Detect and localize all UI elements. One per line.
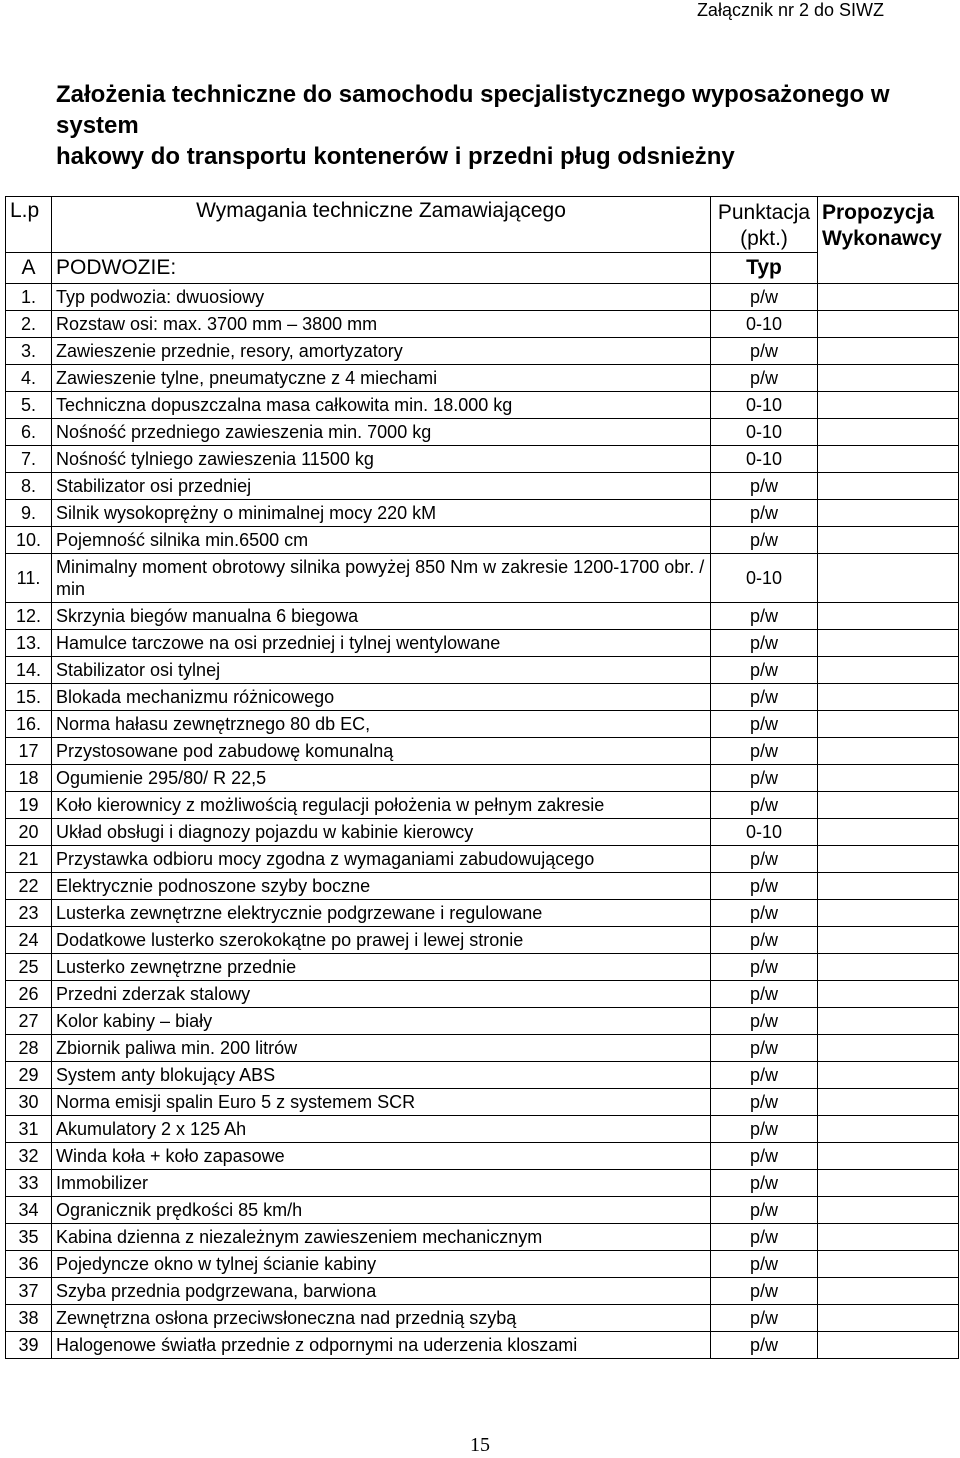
table-row bbox=[6, 1197, 959, 1224]
row-requirement: Skrzynia biegów manualna 6 biegowa bbox=[52, 603, 711, 630]
row-proposal-cell bbox=[818, 738, 959, 765]
row-requirement: Dodatkowe lusterko szerokokątne po prawej i lewej stronie bbox=[52, 927, 711, 954]
page-number: 15 bbox=[470, 1434, 490, 1456]
row-points: p/w bbox=[711, 954, 818, 981]
row-lp: 19 bbox=[6, 792, 52, 819]
table-row bbox=[6, 603, 959, 630]
row-proposal-cell bbox=[818, 338, 959, 365]
row-points: p/w bbox=[711, 527, 818, 554]
header-proposal: Propozycja Wykonawcy bbox=[818, 197, 959, 253]
row-requirement: Kabina dzienna z niezależnym zawieszeniem mechanicznym bbox=[52, 1224, 711, 1251]
table-row bbox=[6, 284, 959, 311]
row-requirement: Rozstaw osi: max. 3700 mm – 3800 mm bbox=[52, 311, 711, 338]
row-points: p/w bbox=[711, 1197, 818, 1224]
table-row bbox=[6, 846, 959, 873]
table-row bbox=[6, 765, 959, 792]
row-points: p/w bbox=[711, 603, 818, 630]
row-proposal-cell bbox=[818, 927, 959, 954]
table-row bbox=[6, 446, 959, 473]
section-points: Typ bbox=[711, 253, 818, 284]
row-points: p/w bbox=[711, 873, 818, 900]
row-lp: 17 bbox=[6, 738, 52, 765]
row-proposal-cell bbox=[818, 630, 959, 657]
table-row bbox=[6, 1224, 959, 1251]
table-row bbox=[6, 419, 959, 446]
row-points: 0-10 bbox=[711, 446, 818, 473]
row-requirement: Zawieszenie tylne, pneumatyczne z 4 miechami bbox=[52, 365, 711, 392]
row-lp: 38 bbox=[6, 1305, 52, 1332]
row-lp: 12. bbox=[6, 603, 52, 630]
row-lp: 18 bbox=[6, 765, 52, 792]
requirements-table bbox=[5, 196, 959, 1359]
table-row bbox=[6, 1305, 959, 1332]
row-points: p/w bbox=[711, 1089, 818, 1116]
row-proposal-cell bbox=[818, 954, 959, 981]
row-proposal-cell bbox=[818, 392, 959, 419]
row-points: p/w bbox=[711, 927, 818, 954]
row-proposal-cell bbox=[818, 554, 959, 603]
row-proposal-cell bbox=[818, 846, 959, 873]
row-requirement: Winda koła + koło zapasowe bbox=[52, 1143, 711, 1170]
row-requirement: Szyba przednia podgrzewana, barwiona bbox=[52, 1278, 711, 1305]
table-row bbox=[6, 873, 959, 900]
row-proposal-cell bbox=[818, 981, 959, 1008]
title-line-1: Założenia techniczne do samochodu specjalistycznego wyposażonego w system bbox=[56, 81, 890, 139]
row-lp: 29 bbox=[6, 1062, 52, 1089]
table-row bbox=[6, 1170, 959, 1197]
row-lp: 37 bbox=[6, 1278, 52, 1305]
row-lp: 14. bbox=[6, 657, 52, 684]
row-requirement: Lusterko zewnętrzne przednie bbox=[52, 954, 711, 981]
row-proposal-cell bbox=[818, 1035, 959, 1062]
table-row bbox=[6, 900, 959, 927]
row-points: p/w bbox=[711, 1305, 818, 1332]
table-row bbox=[6, 1062, 959, 1089]
row-requirement: Pojemność silnika min.6500 cm bbox=[52, 527, 711, 554]
table-row bbox=[6, 338, 959, 365]
row-proposal-cell bbox=[818, 792, 959, 819]
row-requirement: Norma hałasu zewnętrznego 80 db EC, bbox=[52, 711, 711, 738]
row-points: 0-10 bbox=[711, 819, 818, 846]
row-proposal-cell bbox=[818, 900, 959, 927]
table-row bbox=[6, 1008, 959, 1035]
section-label: PODWOZIE: bbox=[52, 253, 711, 284]
row-proposal-cell bbox=[818, 1197, 959, 1224]
table-row bbox=[6, 819, 959, 846]
row-requirement: Immobilizer bbox=[52, 1170, 711, 1197]
table-row bbox=[6, 1278, 959, 1305]
row-proposal-cell bbox=[818, 657, 959, 684]
row-requirement: Hamulce tarczowe na osi przedniej i tylnej wentylowane bbox=[52, 630, 711, 657]
row-points: p/w bbox=[711, 738, 818, 765]
row-lp: 25 bbox=[6, 954, 52, 981]
row-requirement: Stabilizator osi przedniej bbox=[52, 473, 711, 500]
row-points: p/w bbox=[711, 1278, 818, 1305]
row-requirement: Silnik wysokoprężny o minimalnej mocy 220 kM bbox=[52, 500, 711, 527]
row-points: p/w bbox=[711, 981, 818, 1008]
row-requirement: Nośność przedniego zawieszenia min. 7000 kg bbox=[52, 419, 711, 446]
table-row bbox=[6, 527, 959, 554]
row-points: p/w bbox=[711, 765, 818, 792]
row-lp: 24 bbox=[6, 927, 52, 954]
row-requirement: Zawieszenie przednie, resory, amortyzatory bbox=[52, 338, 711, 365]
table-row bbox=[6, 392, 959, 419]
row-proposal-cell bbox=[818, 1332, 959, 1359]
row-points: p/w bbox=[711, 1143, 818, 1170]
row-requirement: System anty blokujący ABS bbox=[52, 1062, 711, 1089]
row-proposal-cell bbox=[818, 1170, 959, 1197]
row-requirement: Techniczna dopuszczalna masa całkowita min. 18.000 kg bbox=[52, 392, 711, 419]
table-row bbox=[6, 1143, 959, 1170]
section-proposal-cell bbox=[818, 253, 959, 284]
row-proposal-cell bbox=[818, 684, 959, 711]
row-points: p/w bbox=[711, 1332, 818, 1359]
row-proposal-cell bbox=[818, 711, 959, 738]
table-row bbox=[6, 1251, 959, 1278]
section-row bbox=[6, 253, 959, 284]
row-points: p/w bbox=[711, 284, 818, 311]
row-points: p/w bbox=[711, 473, 818, 500]
row-lp: 26 bbox=[6, 981, 52, 1008]
header-points: Punktacja (pkt.) bbox=[711, 197, 818, 253]
row-lp: 5. bbox=[6, 392, 52, 419]
table-row bbox=[6, 554, 959, 603]
row-requirement: Koło kierownicy z możliwością regulacji położenia w pełnym zakresie bbox=[52, 792, 711, 819]
row-lp: 11. bbox=[6, 554, 52, 603]
row-proposal-cell bbox=[818, 419, 959, 446]
table-row bbox=[6, 630, 959, 657]
row-points: p/w bbox=[711, 1035, 818, 1062]
row-points: p/w bbox=[711, 684, 818, 711]
row-proposal-cell bbox=[818, 1116, 959, 1143]
row-lp: 7. bbox=[6, 446, 52, 473]
row-points: p/w bbox=[711, 500, 818, 527]
row-lp: 1. bbox=[6, 284, 52, 311]
annex-label: Załącznik nr 2 do SIWZ bbox=[696, 0, 884, 20]
row-points: 0-10 bbox=[711, 419, 818, 446]
row-proposal-cell bbox=[818, 1008, 959, 1035]
row-proposal-cell bbox=[818, 284, 959, 311]
row-lp: 15. bbox=[6, 684, 52, 711]
row-requirement: Zewnętrzna osłona przeciwsłoneczna nad przednią szybą bbox=[52, 1305, 711, 1332]
row-requirement: Nośność tylniego zawieszenia 11500 kg bbox=[52, 446, 711, 473]
row-lp: 35 bbox=[6, 1224, 52, 1251]
table-row bbox=[6, 1035, 959, 1062]
row-requirement: Blokada mechanizmu różnicowego bbox=[52, 684, 711, 711]
row-lp: 36 bbox=[6, 1251, 52, 1278]
table-row bbox=[6, 1332, 959, 1359]
row-requirement: Minimalny moment obrotowy silnika powyżej 850 Nm w zakresie 1200-1700 obr. / min bbox=[52, 554, 711, 603]
table-row bbox=[6, 1116, 959, 1143]
row-lp: 3. bbox=[6, 338, 52, 365]
row-points: p/w bbox=[711, 657, 818, 684]
row-lp: 13. bbox=[6, 630, 52, 657]
row-proposal-cell bbox=[818, 311, 959, 338]
row-points: p/w bbox=[711, 1251, 818, 1278]
row-requirement: Przedni zderzak stalowy bbox=[52, 981, 711, 1008]
row-points: p/w bbox=[711, 365, 818, 392]
row-proposal-cell bbox=[818, 1305, 959, 1332]
row-proposal-cell bbox=[818, 1251, 959, 1278]
row-proposal-cell bbox=[818, 1062, 959, 1089]
header-lp: L.p bbox=[6, 197, 52, 253]
table-row bbox=[6, 927, 959, 954]
row-requirement: Pojedyncze okno w tylnej ścianie kabiny bbox=[52, 1251, 711, 1278]
table-row bbox=[6, 711, 959, 738]
row-requirement: Układ obsługi i diagnozy pojazdu w kabinie kierowcy bbox=[52, 819, 711, 846]
row-lp: 10. bbox=[6, 527, 52, 554]
row-points: p/w bbox=[711, 1116, 818, 1143]
row-proposal-cell bbox=[818, 446, 959, 473]
table-row bbox=[6, 954, 959, 981]
row-lp: 22 bbox=[6, 873, 52, 900]
row-points: p/w bbox=[711, 900, 818, 927]
row-points: p/w bbox=[711, 846, 818, 873]
row-lp: 16. bbox=[6, 711, 52, 738]
row-requirement: Stabilizator osi tylnej bbox=[52, 657, 711, 684]
row-points: p/w bbox=[711, 792, 818, 819]
row-proposal-cell bbox=[818, 365, 959, 392]
table-header-row bbox=[6, 197, 959, 253]
row-lp: 20 bbox=[6, 819, 52, 846]
table-row bbox=[6, 473, 959, 500]
row-points: p/w bbox=[711, 1170, 818, 1197]
row-lp: 30 bbox=[6, 1089, 52, 1116]
table-row bbox=[6, 311, 959, 338]
row-requirement: Zbiornik paliwa min. 200 litrów bbox=[52, 1035, 711, 1062]
table-row bbox=[6, 738, 959, 765]
row-points: p/w bbox=[711, 630, 818, 657]
document-title bbox=[56, 79, 936, 172]
row-proposal-cell bbox=[818, 1224, 959, 1251]
row-requirement: Lusterka zewnętrzne elektrycznie podgrzewane i regulowane bbox=[52, 900, 711, 927]
row-proposal-cell bbox=[818, 873, 959, 900]
row-requirement: Ogranicznik prędkości 85 km/h bbox=[52, 1197, 711, 1224]
row-points: 0-10 bbox=[711, 311, 818, 338]
row-points: 0-10 bbox=[711, 392, 818, 419]
row-lp: 34 bbox=[6, 1197, 52, 1224]
row-proposal-cell bbox=[818, 1089, 959, 1116]
row-proposal-cell bbox=[818, 765, 959, 792]
title-line-2: hakowy do transportu kontenerów i przedni pług odsnieżny bbox=[56, 143, 735, 170]
row-proposal-cell bbox=[818, 473, 959, 500]
row-lp: 23 bbox=[6, 900, 52, 927]
row-lp: 8. bbox=[6, 473, 52, 500]
table-row bbox=[6, 792, 959, 819]
table-row bbox=[6, 684, 959, 711]
table-row bbox=[6, 657, 959, 684]
table-row bbox=[6, 981, 959, 1008]
row-lp: 32 bbox=[6, 1143, 52, 1170]
row-requirement: Kolor kabiny – biały bbox=[52, 1008, 711, 1035]
row-proposal-cell bbox=[818, 1278, 959, 1305]
row-lp: 27 bbox=[6, 1008, 52, 1035]
header-requirements: Wymagania techniczne Zamawiającego bbox=[52, 197, 711, 253]
row-lp: 33 bbox=[6, 1170, 52, 1197]
row-lp: 31 bbox=[6, 1116, 52, 1143]
table-row bbox=[6, 365, 959, 392]
row-proposal-cell bbox=[818, 527, 959, 554]
section-lp: A bbox=[6, 253, 52, 284]
row-requirement: Typ podwozia: dwuosiowy bbox=[52, 284, 711, 311]
row-points: p/w bbox=[711, 338, 818, 365]
row-proposal-cell bbox=[818, 500, 959, 527]
table-row bbox=[6, 500, 959, 527]
row-proposal-cell bbox=[818, 1143, 959, 1170]
row-lp: 28 bbox=[6, 1035, 52, 1062]
row-requirement: Elektrycznie podnoszone szyby boczne bbox=[52, 873, 711, 900]
row-points: 0-10 bbox=[711, 554, 818, 603]
row-lp: 6. bbox=[6, 419, 52, 446]
row-proposal-cell bbox=[818, 819, 959, 846]
row-requirement: Przystawka odbioru mocy zgodna z wymaganiami zabudowującego bbox=[52, 846, 711, 873]
row-lp: 21 bbox=[6, 846, 52, 873]
row-requirement: Akumulatory 2 x 125 Ah bbox=[52, 1116, 711, 1143]
row-points: p/w bbox=[711, 1224, 818, 1251]
table-row bbox=[6, 1089, 959, 1116]
row-proposal-cell bbox=[818, 603, 959, 630]
row-requirement: Norma emisji spalin Euro 5 z systemem SCR bbox=[52, 1089, 711, 1116]
row-requirement: Przystosowane pod zabudowę komunalną bbox=[52, 738, 711, 765]
row-points: p/w bbox=[711, 1062, 818, 1089]
row-points: p/w bbox=[711, 711, 818, 738]
row-lp: 39 bbox=[6, 1332, 52, 1359]
row-points: p/w bbox=[711, 1008, 818, 1035]
row-requirement: Halogenowe światła przednie z odpornymi na uderzenia kloszami bbox=[52, 1332, 711, 1359]
row-lp: 2. bbox=[6, 311, 52, 338]
row-requirement: Ogumienie 295/80/ R 22,5 bbox=[52, 765, 711, 792]
row-lp: 4. bbox=[6, 365, 52, 392]
row-lp: 9. bbox=[6, 500, 52, 527]
